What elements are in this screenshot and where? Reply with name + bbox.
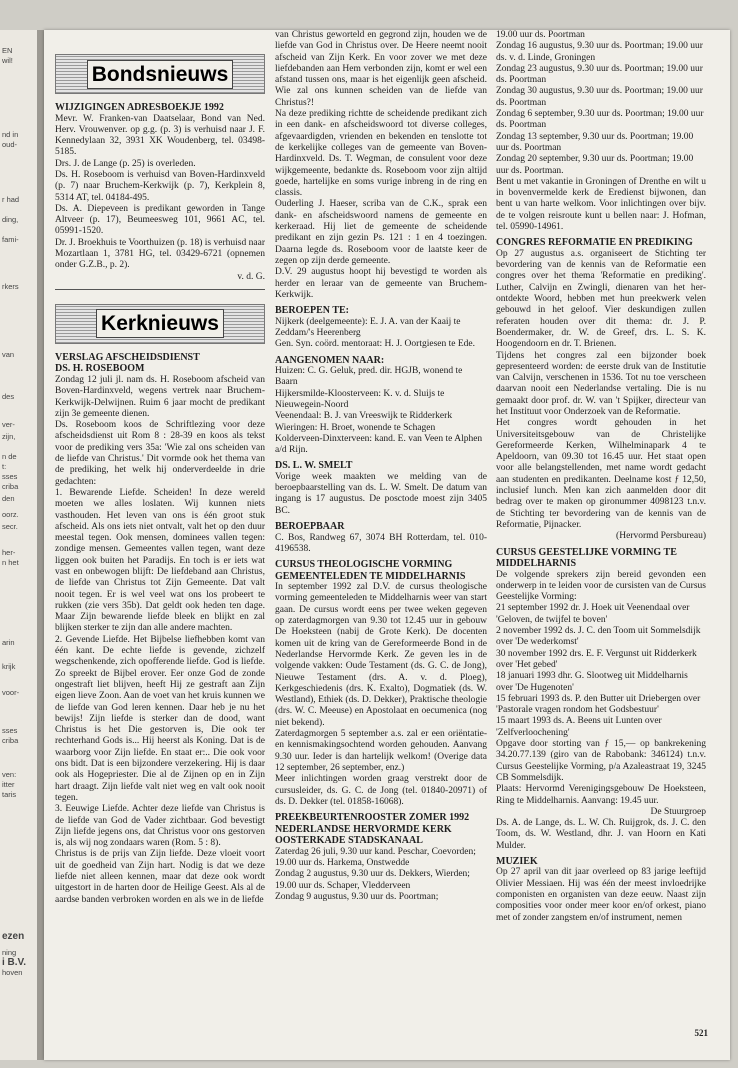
edge-text-fragment: ning (2, 948, 17, 957)
paragraph: 1. Bewarende Liefde. Scheiden! In deze wereld moeten we alles loslaten. Wij kunnen niets vasthouden. Het leven van ons is één groot stuk afscheid. Als ons iets niet ontvalt, valt het op den duur meestal tegen. Ook mensen, dominees vallen tegen: zondige mensen. Gemeentes vallen tegen, want deze liggen ook buiten het Paradijs. En toch is er iets wat vast en onbewogen blijft: De liefdeband aan Christus, de liefde van Christus tot Zijn Gemeente. Dat valt nooit tegen. Er is wel veel wat ons los probeert te rukken (zie vers 35b). Dat geldt ook heden ten dage. Maar Zijn bewarende liefde bleek en blijkt en zal blijken sterker te zijn dan alle andere machten. (55, 487, 265, 634)
section-title-preekbeurtenrooster: PREEKBEURTENROOSTER ZOMER 1992 NEDERLANDSE HERVORMDE KERK OOSTERKADE STADSKANAAL (275, 812, 470, 847)
edge-text-fragment: ven: (2, 770, 17, 779)
paragraph: Huizen: C. G. Geluk, pred. dir. HGJB, wonend te Baarn Hijkersmilde-Kloosterveen: K. v. d. Sluijs te Nieuwegein-Noord Veenendaal: B. J. van Vreeswijk te Ridderkerk Wieringen: H. Broet, wonende te Schagen Kolderveen-Dinxterveen: kand. E. van Veen te Alphen a/d Rijn. (275, 366, 483, 456)
paragraph: 21 september 1992 dr. J. Hoek uit Veenendaal over 'Geloven, de twijfel te boven' 2 november 1992 ds. J. C. den Toom uit Sommelsdijk over 'De wederkomst' 30 november 1992 drs. E. F. Vergunst uit Ridderkerk over 'Het gebed' 18 januari 1993 dhr. G. Slootweg uit Middelharnis over 'De Hugenoten' 15 februari 1993 ds. P. den Butter uit Driebergen over 'Pastorale vragen rondom het Godsbestuur' 15 maart 1993 ds. A. Beens uit Lunten over 'Zelfverloochening' (496, 603, 701, 738)
book-gutter (37, 30, 44, 1060)
edge-text-fragment: criba (2, 482, 19, 491)
edge-text-fragment: EN (2, 46, 13, 55)
paragraph: Plaats: Hervormd Verenigingsgebouw De Hoeksteen, Ring te Middelharnis. Aanvang: 19.45 uur. (496, 784, 706, 806)
edge-text-fragment: nd in (2, 130, 19, 139)
paragraph: Tijdens het congres zal een bijzonder boek gepresenteerd worden: de eerste druk van de Institutie van Calvijn, verschenen in 1536. Tot nu toe verscheen daarvan nooit een Nederlandse vertaling. Die is nu gemaakt door prof. dr. W. van 't Spijker, directeur van het Instituut voor Onderzoek van de Reformatie. (496, 350, 706, 417)
paragraph: 3. Eeuwige Liefde. Achter deze liefde van Christus is de liefde van God de Vader zichtbaar. God bevestigt Zijn liefde jegens ons, dat Christus voor ons gestorven is, als wij nog zondaars waren (Rom. 5 : 8). (55, 804, 265, 849)
paragraph: Ds. A. Diepeveen is predikant geworden in Tange Altveer (p. 17), Beumeesweg 101, 9661 AC, tel. 05991-1520. (55, 203, 265, 237)
edge-text-fragment: oud- (2, 140, 18, 149)
edge-text-fragment: fami- (2, 235, 19, 244)
section-title-smelt: DS. L. W. SMELT (275, 460, 353, 472)
paragraph: Het congres wordt gehouden in het Universiteitsgebouw van de Christelijke Gereformeerde Kerken, Wilhelminapark 4 te Apeldoorn, van 09.30 tot 16.45 uur. Het staat open voor alle belangstellenden, met name wordt gedacht aan studenten en predikanten. Deelname kost ƒ 12,50, inclusief lunch. Men kan zich aanmelden door dit bedrag over te maken op gironummer 4098123 t.n.v. de Stichting ter bevordering van de kennis van de Reformatie, Pijnacker. (496, 418, 706, 530)
section-title-muziek: MUZIEK (496, 855, 538, 867)
edge-text-fragment: krijk (2, 662, 16, 671)
paragraph: Nijkerk (deelgemeente): E. J. A. van der Kaaij te Zeddam/'s Heerenberg Gen. Syn. coörd. mentoraat: H. J. Oortgiesen te Ede. (275, 316, 475, 350)
edge-text-fragment: wil! (2, 56, 13, 65)
paragraph: Ouderling J. Haeser, scriba van de C.K., sprak een dank- en afscheidswoord namens de gemeente en kerkeraad. Hij liet de gemeente de scheidende predikant en zijn gezin Ps. 121 : 1 en 4 toezingen. Daarna legde ds. Roseboom voor de laatste keer de zegen op zijn derde gemeente. (275, 199, 487, 266)
edge-text-fragment: sses (2, 472, 18, 481)
edge-text-fragment: hoven (2, 968, 23, 977)
bondsnieuws-heading: Bondsnieuws (87, 60, 234, 89)
edge-text-fragment: itter (2, 780, 15, 789)
edge-text-fragment: den (2, 494, 15, 503)
column-3 (496, 30, 706, 924)
paragraph: Vorige week maakten we melding van de beroepbaarstelling van ds. L. W. Smelt. De datum van ingang is 17 augustus. De posctode moest zijn 3405 BC. (275, 471, 487, 516)
section-title-cursus-geestelijke: CURSUS GEESTELIJKE VORMING TE MIDDELHARNIS (496, 546, 677, 570)
paragraph: Zondag 12 juli jl. nam ds. H. Roseboom afscheid van Boven-Hardinxveld, wegens vertrek naar Bruchem-Kerkwijk-Delwijnen. Ruim 6 jaar mocht de predikant zijn 3e gemeente dienen. (55, 374, 265, 419)
edge-text-fragment: arin (2, 638, 15, 647)
edge-text-fragment: i B.V. (2, 957, 27, 968)
paragraph: 2. Gevende Liefde. Het Bijbelse liefhebben komt van één kant. De echte liefde is gevende, zichzelf wegschenkende, zich opofferende liefde. God is liefde. Zo spreekt de Bijbel erover. Eer onze God de zonde ongestraft liet blijven, heeft Hij ze gestraft aan Zijn eigen lieve Zoon. Aan de voet van het kruis kunnen we de liefde van God leren kennen. Daar heb je nu het bewijs! Zijn liefde is sterker dan de dood, want Christus is het Die gestorven is, Die ook ter rechterhand Gods is... Hij heerst als Koning. Dat is de waarborg voor Zijn liefde. En staat er:.. Die ook voor ons bidt. Dat is een bijzondere verzekering. Hij is daar ook als Hogepriester. Die al de Zijnen op en in Zijn hart draagt. Zijn liefde valt niet weg en valt ook nooit tegen. (55, 634, 265, 803)
edge-text-fragment: ver- (2, 420, 15, 429)
paragraph: De volgende sprekers zijn bereid gevonden een onderwerp in te leiden voor de cursisten van de Cursus Geestelijke Vorming: (496, 569, 706, 603)
kerknieuws-banner (55, 304, 265, 344)
edge-text-fragment: sses (2, 726, 18, 735)
column-1 (55, 36, 265, 906)
paragraph: Christus is de prijs van Zijn liefde. Deze vloeit voort uit de goedheid van Zijn hart. Nodig is dat we deze liefde niet alleen kennen, maar dat deze ook wordt uitgestort in de harten door de Heilige Geest. Als al de aardse banden verbroken worden en als we in de liefde (55, 849, 265, 905)
paragraph: Drs. J. de Lange (p. 25) is overleden. (55, 158, 196, 169)
paragraph: C. Bos, Randweg 67, 3074 BH Rotterdam, tel. 010-4196538. (275, 532, 487, 554)
edge-text-fragment: t: (2, 462, 7, 471)
paragraph: Meer inlichtingen worden graag verstrekt door de cursusleider, ds. G. C. de Jong (tel. 01840-20971) of ds. D. Dekker (tel. 01858-16068). (275, 774, 487, 807)
paragraph: D.V. 29 augustus hoopt hij bevestigd te worden als herder en leraar van de gemeente van Bruchem-Kerkwijk. (275, 267, 487, 300)
paragraph: Zaterdagmorgen 5 september a.s. zal er een oriëntatie- en kennismakingsochtend worden gehouden. Aanvang 9.30 uur. Ieder is dan hartelijk welkom! (Overige data 12 september, 26 september, enz.) (275, 729, 487, 773)
edge-text-fragment: ding, (2, 215, 19, 224)
kerknieuws-heading: Kerknieuws (96, 309, 224, 338)
signature: (Hervormd Persbureau) (616, 531, 706, 542)
section-title-beroepbaar: BEROEPBAAR (275, 521, 345, 533)
paragraph: Ds. Roseboom koos de Schriftlezing voor deze afscheidsdienst uit Rom 8 : 28-39 en koos als tekst voor de prediking vers 35a: 'Wie zal ons scheiden van de liefde van Christus.' Dit vormde ook het thema van de prediking, het welk hij onderverdeelde in drie gedachten: (55, 420, 265, 487)
paragraph: Op 27 april van dit jaar overleed op 83 jarige leeftijd Olivier Messiaen. Hij was één der meest invloedrijke componisten en organisten van deze eeuw. Naast zijn composities voor onder meer koor en/of orkest, piano met of zonder zangstem en/of instrument, nemen (496, 867, 706, 923)
bondsnieuws-banner (55, 54, 265, 94)
edge-text-fragment: criba (2, 736, 19, 745)
edge-text-fragment: des (2, 392, 15, 401)
page-number: 521 (694, 1028, 708, 1038)
signature: De Stuurgroep (650, 806, 706, 817)
section-title-cursus-theologische: CURSUS THEOLOGISCHE VORMING GEMEENTELEDEN TE MIDDELHARNIS (275, 559, 466, 582)
paragraph: Zaterdag 26 juli, 9.30 uur kand. Peschar, Coevorden; 19.00 uur ds. Harkema, Onstwedde Zondag 2 augustus, 9.30 uur ds. Dekkers, Wierden; 19.00 uur ds. Schaper, Vledderveen Zondag 9 augustus, 9.30 uur ds. Poortman; (275, 846, 476, 902)
adjacent-page-edge (0, 30, 37, 1060)
paragraph: Dr. J. Broekhuis te Voorthuizen (p. 18) is verhuisd naar Mozartlaan 1, 3781 HG, tel. 03429-6721 (opnemen onder G.Z.B., p. 2). (55, 237, 265, 271)
paragraph: Op 27 augustus a.s. organiseert de Stichting ter bevordering van de kennis van de Reformatie een congres over het thema 'Reformatie en prediking'. Luther, Calvijn en Zwingli, dienaren van het her-ontdekte Woord, hebben met hun preekwerk velen gebouwd in het geloof. Vier deskundigen zullen referaten houden over dit thema: dr. J. P. Boendermaker, dr. W. de Greef, drs. L. S. K. Hoogendoorn en dr. T. Brienen. (496, 248, 706, 350)
paragraph: Mevr. W. Franken-van Daatselaar, Bond van Ned. Herv. Vrouwenver. op g.g. (p. 3) is verhuisd naar J. F. Kennedylaan 32, 3931 XK Woudenberg, tel. 03498-5185. (55, 113, 265, 158)
divider (55, 289, 265, 290)
edge-text-fragment: van (2, 350, 15, 359)
paragraph: 19.00 uur ds. Poortman Zondag 16 augustus, 9.30 uur ds. Poortman; 19.00 uur ds. v. d. Linde, Groningen Zondag 23 augustus, 9.30 uur ds. Poortman; 19.00 uur ds. Poortman Zondag 30 augustus, 9.30 uur ds. Poortman; 19.00 uur ds. Poortman Zondag 6 september, 9.30 uur ds. Poortman; 19.00 uur ds. Poortman Zondag 13 september, 9.30 uur ds. Poortman; 19.00 uur ds. Poortman Zondag 20 september, 9.30 uur ds. Poortman; 19.00 uur ds. Poortman. (496, 30, 704, 176)
column-2 (275, 30, 487, 903)
edge-text-fragment: taris (2, 790, 17, 799)
edge-text-fragment: her- (2, 548, 16, 557)
paragraph: van Christus geworteld en gegrond zijn, houden we de liefde van God in Christus over. De Heere neemt nooit afscheid van Zijn Kerk. En voor zover we met deze liefdebanden aan Hem verbonden zijn, komt er wel een afstand tussen ons, maar is het eigenlijk geen afscheid. Wie zal ons kunnen scheiden van de liefde van Christus?! (275, 30, 487, 108)
paragraph: Opgave door storting van ƒ 15,— op bankrekening 34.20.77.139 (giro van de Rabobank: 346124) t.n.v. Cursus Geestelijke Vorming, p/a Azaleastraat 19, 3245 CB Sommelsdijk. (496, 739, 706, 783)
edge-text-fragment: ezen (2, 931, 25, 942)
paragraph: Ds. H. Roseboom is verhuisd van Boven-Hardinxveld (p. 7) naar Bruchem-Kerkwijk (p. 7), Kerkplein 8, 5314 AT, tel. 04184-495. (55, 169, 265, 203)
section-title-beroepen: BEROEPEN TE: (275, 305, 349, 317)
section-title-aangenomen: AANGENOMEN NAAR: (275, 354, 385, 366)
paragraph: In september 1992 zal D.V. de cursus theologische vorming gemeenteleden te Middelharnis weer van start gaan. De cursus wordt eens per twee weken gegeven op zaterdagmorgen van 9.30 tot 12.45 uur in gebouw De Hoeksteen (nabij de Grote Kerk). De docenten komen uit de kring van de Gereformeerde Bond in de Nederlandse Hervormde Kerk. Ze geven les in de volgende vakken: Oude Testament (ds. G. C. de Jong), Nieuwe Testament (drs. A. v. d. Ploeg), Kerkgeschiedenis (drs. K. Exalto), Dogmatiek (ds. W. Westland), Ethiek (ds. D. Dekker), Praktische theologie (drs. W. C. Meeuse) en Apostolaat en oecumenica (nog niet bekend). (275, 582, 487, 728)
edge-text-fragment: voor- (2, 688, 20, 697)
edge-text-fragment: oorz. (2, 510, 19, 519)
edge-text-fragment: secr. (2, 522, 18, 531)
paragraph: Ds. A. de Lange, ds. L. W. Ch. Ruijgrok, ds. J. C. den Toom, ds. W. Westland, dhr. J. van Hoorn en Kati Mulder. (496, 818, 706, 851)
section-subtitle-roseboom: DS. H. ROSEBOOM (55, 363, 145, 375)
edge-text-fragment: r had (2, 195, 20, 204)
edge-text-fragment: rkers (2, 282, 19, 291)
section-title-adresboekje: WIJZIGINGEN ADRESBOEKJE 1992 (55, 102, 224, 113)
section-title-afscheidsdienst: VERSLAG AFSCHEIDSDIENST (55, 351, 200, 363)
signature: v. d. G. (237, 271, 265, 282)
edge-text-fragment: zijn, (2, 432, 16, 441)
paragraph: Na deze prediking richtte de scheidende predikant zich in een dank- en afscheidswoord tot diverse colleges, afgevaardigden, vrienden en bekenden en tenslotte tot de kerkelijke colleges van de gemeente van Boven-Hardinxveld. Ds. T. Wegman, de consulent voor deze wijkgemeente, bedankte ds. Roseboom voor zijn altijd goede, hartelijke en soms vurige inbreng in de ring en classis. (275, 109, 487, 199)
edge-text-fragment: n het (2, 558, 19, 567)
paragraph: Bent u met vakantie in Groningen of Drenthe en wilt u in bovenvermelde kerk de Eredienst bijwonen, dan bent u van harte welkom. Voor inlichtingen over bijv. de te volgen reisroute kunt u bellen naar: J. Hofman, tel. 05990-14961. (496, 176, 706, 233)
edge-text-fragment: n de (2, 452, 17, 461)
section-title-congres: CONGRES REFORMATIE EN PREDIKING (496, 237, 693, 249)
